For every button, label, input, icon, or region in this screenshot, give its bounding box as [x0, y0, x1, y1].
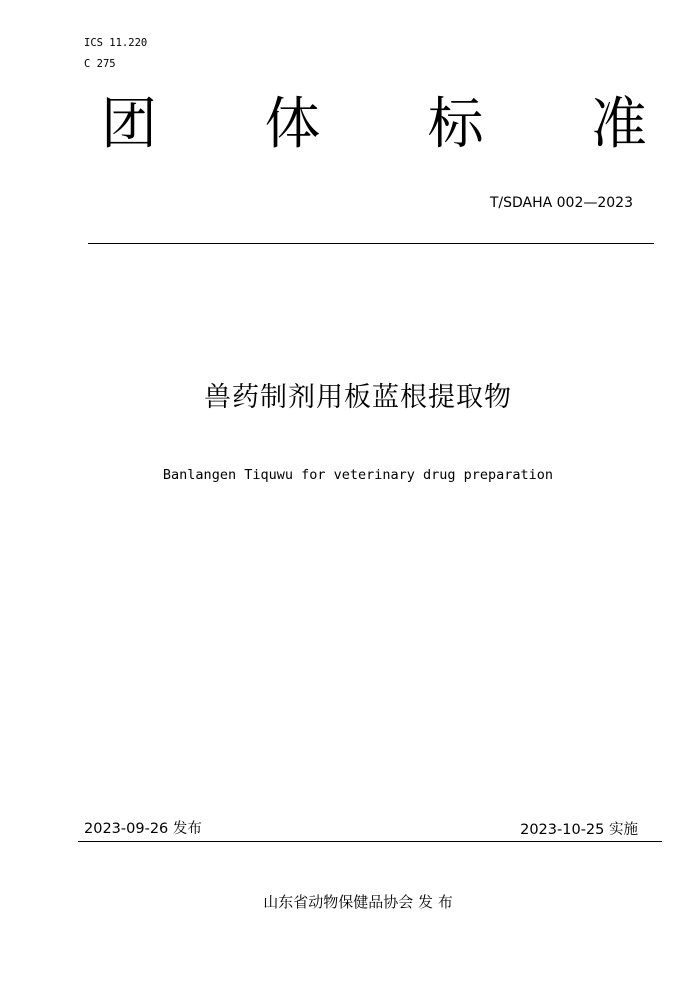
title-chinese: 兽药制剂用板蓝根提取物: [204, 382, 512, 413]
document-type-char: 准: [590, 92, 647, 157]
standard-number: T/SDAHA 002—2023: [489, 195, 633, 211]
implement-date: 2023-10-25 实施: [520, 822, 638, 838]
document-type-char: 体: [264, 92, 321, 157]
publisher: 山东省动物保健品协会 发 布: [263, 893, 453, 911]
bottom-divider: [78, 841, 662, 842]
document-type-heading: [84, 92, 664, 158]
publish-date: 2023-09-26 发布: [84, 821, 202, 837]
top-divider: [88, 243, 654, 244]
ics-code: ICS 11.220: [84, 37, 148, 49]
document-type-char: 标: [427, 92, 484, 157]
title-english: Banlangen Tiquwu for veterinary drug preparation: [162, 467, 554, 483]
document-type-char: 团: [101, 92, 157, 157]
ccs-code: C 275: [84, 58, 116, 70]
